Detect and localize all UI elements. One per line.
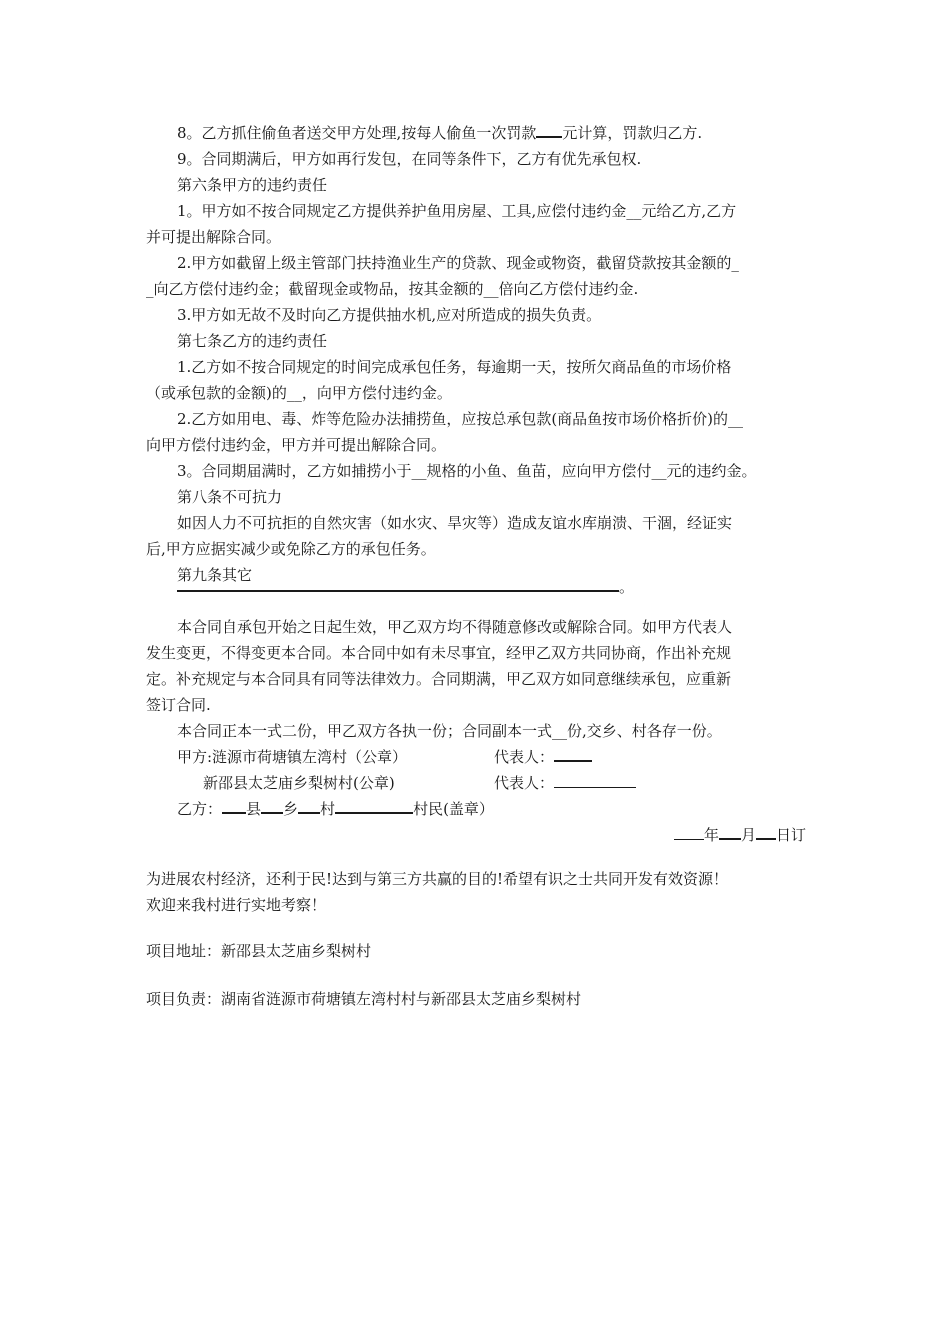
- article8-body-line2: 后,甲方应据实减少或免除乙方的承包任务。: [146, 540, 436, 558]
- article7-item3: 3。合同期届满时，乙方如捕捞小于__规格的小鱼、鱼苗，应向甲方偿付__元的违约金。: [177, 462, 757, 480]
- other-terms-blank: [177, 576, 619, 592]
- party-a-name: 甲方:涟源市荷塘镇左湾村（公章）: [177, 748, 408, 766]
- day-blank: [756, 824, 776, 840]
- villager-label: 村民(盖章）: [413, 800, 494, 818]
- article7-item2-line2: 向甲方偿付违约金，甲方并可提出解除合同。: [146, 436, 447, 454]
- article6-title: 第六条甲方的违约责任: [177, 176, 328, 194]
- representative-label-2: 代表人：: [494, 774, 555, 792]
- article8-title: 第八条不可抗力: [177, 488, 283, 506]
- article7-item1-line2: （或承包款的金额)的__，向甲方偿付违约金。: [146, 384, 452, 402]
- effect-line4: 签订合同.: [146, 696, 211, 714]
- article7-item1-line1: 1.乙方如不按合同规定的时间完成承包任务，每逾期一天，按所欠商品鱼的市场价格: [177, 358, 732, 376]
- article7-title: 第七条乙方的违约责任: [177, 332, 328, 350]
- party-b-line: [177, 798, 494, 820]
- month-blank: [719, 824, 741, 840]
- article5-item9: 9。合同期满后，甲方如再行发包，在同等条件下，乙方有优先承包权.: [177, 150, 642, 168]
- party-a-representative: [494, 746, 592, 768]
- copies-line: 本合同正本一式二份，甲乙双方各执一份；合同副本一式__份,交乡、村各存一份。: [177, 722, 722, 740]
- year-label: 年: [703, 826, 719, 844]
- year-blank: [674, 825, 704, 840]
- day-label: 日订: [775, 826, 806, 844]
- article9-title: 第九条其它: [177, 566, 253, 584]
- article6-item1-line1: 1。甲方如不按合同规定乙方提供养护鱼用房屋、工具,应偿付违约金__元给乙方,乙方: [177, 202, 737, 220]
- article6-item3: 3.甲方如无故不及时向乙方提供抽水机,应对所造成的损失负责。: [177, 306, 602, 324]
- item8-text-end: 元计算，罚款归乙方.: [562, 124, 703, 142]
- representative-blank: [554, 746, 592, 762]
- county-label: 县: [246, 800, 262, 818]
- promo-line1: 为进展农村经济，还利于民!达到与第三方共赢的目的!希望有识之士共同开发有效资源！: [146, 870, 729, 888]
- party-a2-name: 新邵县太芝庙乡梨树村(公章): [203, 774, 395, 792]
- township-blank: [261, 798, 283, 814]
- article5-item8: [177, 122, 702, 144]
- article9-end-mark: 。: [619, 578, 635, 596]
- signing-date: [674, 824, 806, 846]
- county-blank: [222, 798, 246, 814]
- villager-name-blank: [335, 798, 413, 814]
- article6-item2-line2: _向乙方偿付违约金；截留现金或物品，按其金额的__倍向乙方偿付违约金.: [146, 280, 639, 298]
- month-label: 月: [740, 826, 756, 844]
- article9-blank-line: [177, 576, 634, 598]
- effect-line3: 定。补充规定与本合同具有同等法律效力。合同期满，甲乙双方如同意继续承包，应重新: [146, 670, 732, 688]
- party-b-label: 乙方：: [177, 800, 223, 818]
- article6-item1-line2: 并可提出解除合同。: [146, 228, 282, 246]
- village-label: 村: [320, 800, 336, 818]
- article7-item2-line1: 2.乙方如用电、毒、炸等危险办法捕捞鱼，应按总承包款(商品鱼按市场价格折价)的__: [177, 410, 744, 428]
- effect-line1: 本合同自承包开始之日起生效，甲乙双方均不得随意修改或解除合同。如甲方代表人: [177, 618, 733, 636]
- fine-amount-blank: [536, 122, 562, 138]
- promo-line2: 欢迎来我村进行实地考察！: [146, 896, 327, 914]
- item8-text-start: 8。乙方抓住偷鱼者送交甲方处理,按每人偷鱼一次罚款: [177, 124, 537, 142]
- township-label: 乡: [283, 800, 299, 818]
- representative-label: 代表人：: [494, 748, 555, 766]
- project-responsible: 项目负责：湖南省涟源市荷塘镇左湾村村与新邵县太芝庙乡梨树村: [146, 990, 582, 1008]
- representative-blank-2: [554, 773, 636, 788]
- article8-body-line1: 如因人力不可抗拒的自然灾害（如水灾、旱灾等）造成友谊水库崩溃、干涸，经证实: [177, 514, 733, 532]
- project-address: 项目地址：新邵县太芝庙乡梨树村: [146, 942, 372, 960]
- village-blank: [298, 798, 320, 814]
- effect-line2: 发生变更，不得变更本合同。本合同中如有未尽事宜，经甲乙双方共同协商，作出补充规: [146, 644, 732, 662]
- party-a-line: [177, 746, 407, 768]
- article6-item2-line1: 2.甲方如截留上级主管部门扶持渔业生产的贷款、现金或物资，截留贷款按其金额的_: [177, 254, 739, 272]
- party-a2-representative: [494, 772, 636, 794]
- party-a2-line: [203, 772, 395, 794]
